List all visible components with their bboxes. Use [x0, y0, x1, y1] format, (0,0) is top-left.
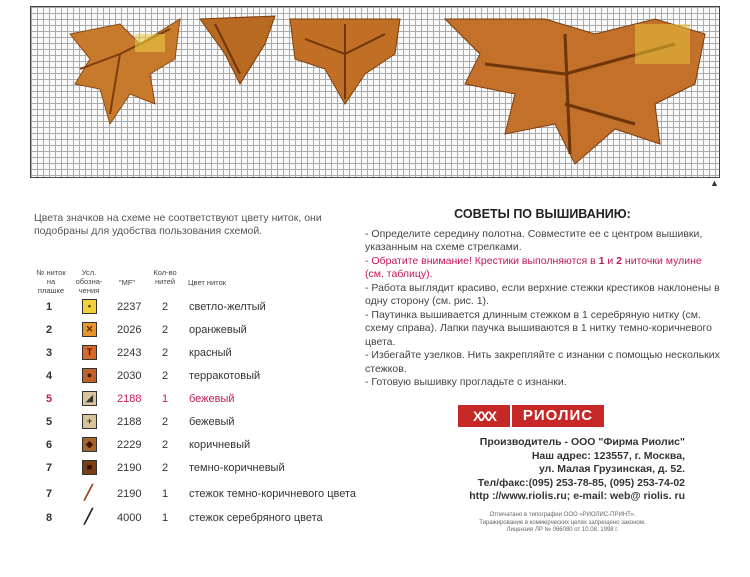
- tip-item: - Избегайте узелков. Нить закрепляйте с изнанки с помощью нескольких стежков.: [365, 349, 720, 375]
- leaf-center: [285, 14, 405, 109]
- symbol-t-icon: T: [82, 345, 97, 360]
- legend-row: 3 T 2243 2 красный: [46, 347, 232, 359]
- header-mf: "MF": [118, 278, 136, 287]
- symbol-circle-icon: ●: [82, 368, 97, 383]
- center-arrow-icon: ▲: [710, 178, 719, 188]
- embroidery-tips: [365, 208, 720, 390]
- tips-title: СОВЕТЫ ПО ВЫШИВАНИЮ:: [454, 207, 631, 221]
- leaf-center-left: [195, 14, 285, 94]
- header-num: № ниток на плашке: [36, 268, 66, 295]
- leaf-right: [425, 14, 710, 174]
- tip-item: - Работа выглядит красиво, если верхние стежки крестиков наклонены в одну сторону (см. рис. 1).: [365, 281, 720, 307]
- tip-item: - Определите середину полотна. Совместите ее с центром вышивки, указанным на схеме стрелками.: [365, 227, 703, 253]
- header-color: Цвет ниток: [188, 278, 227, 287]
- symbol-square-icon: ■: [82, 460, 97, 475]
- legend-row: 5 ◢ 2188 1 бежевый: [46, 393, 235, 405]
- print-info: Отпечатано в типографии ООО «РИОЛИС-ПРИНТ». Тиражирование в коммерческих целях запрещено законом. Лицензия ЛР № 066080 от 10.08. 1998 г.: [479, 512, 646, 533]
- symbol-diamond-icon: ◆: [82, 437, 97, 452]
- legend-row: 5 + 2188 2 бежевый: [46, 416, 235, 428]
- legend-row: 7 ■ 2190 2 темно-коричневый: [46, 462, 285, 474]
- legend-row: 1 • 2237 2 светло-желтый: [46, 301, 266, 313]
- legend-row: 2 ✕ 2026 2 оранжевый: [46, 324, 247, 336]
- header-symbol: Усл. обозна- чения: [75, 268, 103, 295]
- legend-row: 4 ● 2030 2 терракотовый: [46, 370, 261, 382]
- legend-row: 7 ╱ 2190 1 стежок темно-коричневого цвета: [46, 484, 357, 500]
- stitch-line-icon: ╱: [84, 484, 93, 500]
- leaf-left: [60, 14, 200, 134]
- tip-item-warning: - Обратите внимание! Крестики выполняются в 1 и 2 ниточки мулине (см. таблицу).: [365, 254, 702, 280]
- stitch-line-icon: ╱: [84, 508, 93, 524]
- header-count: Кол-во нитей: [153, 268, 177, 286]
- symbol-dot-icon: •: [82, 299, 97, 314]
- symbol-triangle-icon: ◢: [82, 391, 97, 406]
- website-link[interactable]: http ://www.riolis.ru; e-mail: web@ riolis. ru: [469, 490, 685, 502]
- legend-note: Цвета значков на схеме не соответствуют цвету ниток, они подобраны для удобства пользования схемой.: [34, 212, 322, 237]
- legend-row: 6 ◆ 2229 2 коричневый: [46, 439, 251, 451]
- logo-mark-icon: XXX: [458, 405, 510, 427]
- manufacturer-contacts: Производитель - ООО "Фирма Риолис" Наш адрес: 123557, г. Москва, ул. Малая Грузинская, д. 52. Тел/факс:(095) 253-78-85, (095) 253-74-02 http ://www.riolis.ru; e-mail: web@ riolis. ru: [405, 436, 685, 504]
- symbol-plus-icon: +: [82, 414, 97, 429]
- tip-item: - Готовую вышивку прогладьте с изнанки.: [365, 376, 567, 388]
- riolis-logo: [458, 405, 604, 427]
- tip-item: - Паутинка вышивается длинным стежком в 1 серебряную нитку (см. схему справа). Лапки паучка вышиваются в 1 нитку темно-коричневого цвета.: [365, 308, 712, 348]
- legend-row: 8 ╱ 4000 1 стежок серебряного цвета: [46, 508, 323, 524]
- symbol-cross-icon: ✕: [82, 322, 97, 337]
- logo-word: РИОЛИС: [512, 405, 604, 427]
